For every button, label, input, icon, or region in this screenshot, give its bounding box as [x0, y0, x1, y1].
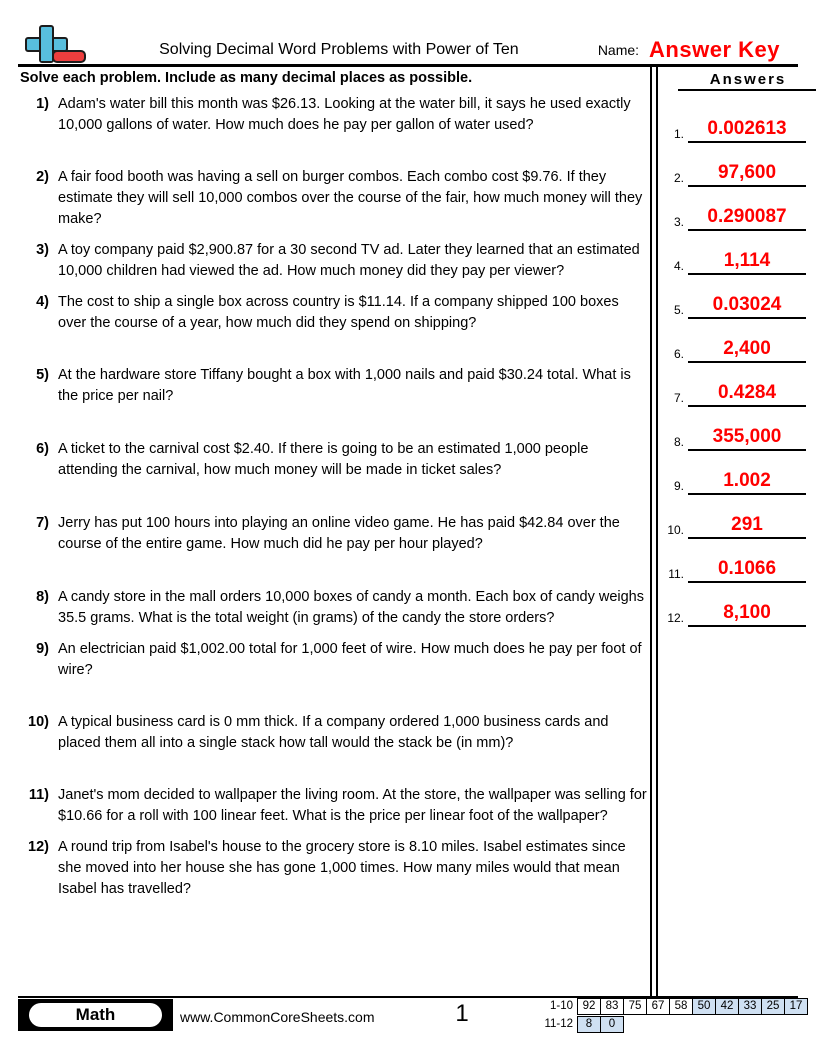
question-number: 2) [36, 169, 49, 185]
answer-row [660, 583, 816, 627]
answers-column [660, 64, 816, 627]
question-item [18, 292, 648, 334]
page-number: 1 [455, 1000, 469, 1027]
answer-value: 97,600 [688, 162, 806, 187]
worksheet-footer [18, 998, 803, 1042]
answer-number: 12. [667, 611, 684, 625]
question-text: A candy store in the mall orders 10,000 boxes of candy a month. Each box of candy weighs 35.5 grams. What is the total weight (in grams) of the candy the store orders? [58, 589, 644, 626]
answer-number: 6. [673, 347, 684, 361]
answer-value: 355,000 [688, 426, 806, 451]
question-item [18, 587, 648, 629]
answer-number: 5. [673, 303, 684, 317]
question-text: At the hardware store Tiffany bought a box with 1,000 nails and paid $30.24 total. What is the price per nail? [58, 367, 631, 404]
question-number: 11) [28, 787, 49, 803]
question-text: Janet's mom decided to wallpaper the living room. At the store, the wallpaper was selling for $10.66 for a roll with 100 linear feet. What is the price per linear foot of the wallpaper? [58, 787, 647, 824]
answer-number: 7. [673, 391, 684, 405]
score-row [526, 998, 808, 1015]
answer-row [660, 451, 816, 495]
answer-row [660, 99, 816, 143]
column-divider [650, 64, 658, 998]
score-row-label: 1-10 [549, 1000, 573, 1012]
name-label: Name: [597, 42, 640, 58]
score-cell: 50 [692, 998, 716, 1015]
answer-value: 0.290087 [688, 206, 806, 231]
question-number: 9) [36, 641, 49, 657]
answer-value: 8,100 [688, 602, 806, 627]
answer-value: 0.002613 [688, 118, 806, 143]
answer-row [660, 275, 816, 319]
score-cell: 25 [761, 998, 785, 1015]
question-item [18, 439, 648, 481]
question-number: 4) [36, 294, 49, 310]
score-cell: 33 [738, 998, 762, 1015]
answer-value: 0.03024 [688, 294, 806, 319]
subject-badge [18, 999, 173, 1031]
question-item [18, 837, 648, 900]
question-number: 12) [28, 839, 49, 855]
answer-row [660, 143, 816, 187]
answer-row [660, 495, 816, 539]
answer-number: 4. [673, 259, 684, 273]
page-title: Solving Decimal Word Problems with Power of Ten [159, 41, 519, 58]
answer-value: 0.4284 [688, 382, 806, 407]
answer-row [660, 319, 816, 363]
question-item [18, 240, 648, 282]
score-cell: 17 [784, 998, 808, 1015]
answer-row [660, 539, 816, 583]
answer-number: 8. [673, 435, 684, 449]
instruction-text: Solve each problem. Include as many decimal places as possible. [20, 70, 473, 86]
questions-list [18, 94, 648, 900]
answer-number: 2. [673, 171, 684, 185]
score-cell: 92 [577, 998, 601, 1015]
score-cell: 75 [623, 998, 647, 1015]
score-cell: 8 [577, 1016, 601, 1033]
question-text: The cost to ship a single box across country is $11.14. If a company shipped 100 boxes over the course of a year, how much did they spend on shipping? [58, 294, 619, 331]
question-text: Jerry has put 100 hours into playing an online video game. He has paid $42.84 over the course of the entire game. How much did he pay per hour played? [58, 515, 620, 552]
answer-value: 1.002 [688, 470, 806, 495]
question-number: 3) [36, 242, 49, 258]
question-number: 10) [28, 714, 49, 730]
question-number: 1) [36, 96, 49, 112]
answer-number: 3. [673, 215, 684, 229]
answer-row [660, 187, 816, 231]
question-text: A round trip from Isabel's house to the grocery store is 8.10 miles. Isabel estimates since she moved into her house she has gone 1,000 times. How many miles would that mean Isabel has travelled? [58, 839, 626, 897]
score-cell: 0 [600, 1016, 624, 1033]
question-item [18, 712, 648, 754]
question-text: A toy company paid $2,900.87 for a 30 second TV ad. Later they learned that an estimated 10,000 children had viewed the ad. How much money did they pay per viewer? [58, 242, 640, 279]
subject-badge-label: Math [29, 1003, 162, 1027]
question-item [18, 94, 648, 136]
answer-key-label: Answer Key [649, 37, 780, 62]
answer-number: 1. [673, 127, 684, 141]
answer-number: 11. [668, 567, 684, 581]
question-text: A fair food booth was having a sell on burger combos. Each combo cost $9.76. If they estimate they will sell 10,000 combos over the course of the fair, how much money will they make? [58, 169, 643, 227]
answer-number: 10. [667, 523, 684, 537]
score-table [526, 998, 808, 1034]
question-number: 5) [36, 367, 49, 383]
answer-value: 2,400 [688, 338, 806, 363]
score-cell: 58 [669, 998, 693, 1015]
plus-minus-logo-icon [18, 24, 92, 64]
question-item [18, 785, 648, 827]
score-cell: 83 [600, 998, 624, 1015]
worksheet-header [18, 24, 798, 64]
answer-row [660, 407, 816, 451]
question-number: 8) [36, 589, 49, 605]
answer-value: 291 [688, 514, 806, 539]
answer-value: 0.1066 [688, 558, 806, 583]
score-cell: 67 [646, 998, 670, 1015]
question-text: A ticket to the carnival cost $2.40. If there is going to be an estimated 1,000 people attending the carnival, how much money will be made in ticket sales? [58, 441, 589, 478]
question-number: 6) [36, 441, 49, 457]
website-url: www.CommonCoreSheets.com [180, 1009, 375, 1025]
question-text: A typical business card is 0 mm thick. If a company ordered 1,000 business cards and placed them all into a single stack how tall would the stack be (in mm)? [58, 714, 609, 751]
question-item [18, 513, 648, 555]
answers-heading: Answers [678, 71, 816, 91]
answer-number: 9. [673, 479, 684, 493]
question-text: Adam's water bill this month was $26.13. Looking at the water bill, it says he used exactly 10,000 gallons of water. How much does he pay per gallon of water used? [58, 96, 631, 133]
question-item [18, 365, 648, 407]
question-number: 7) [36, 515, 49, 531]
score-row-label: 11-12 [544, 1018, 573, 1030]
answer-row [660, 363, 816, 407]
answer-row [660, 231, 816, 275]
question-item [18, 639, 648, 681]
score-row [526, 1016, 808, 1033]
answer-value: 1,114 [688, 250, 806, 275]
question-text: An electrician paid $1,002.00 total for 1,000 feet of wire. How much does he pay per foot of wire? [58, 641, 642, 678]
score-cell: 42 [715, 998, 739, 1015]
question-item [18, 167, 648, 230]
